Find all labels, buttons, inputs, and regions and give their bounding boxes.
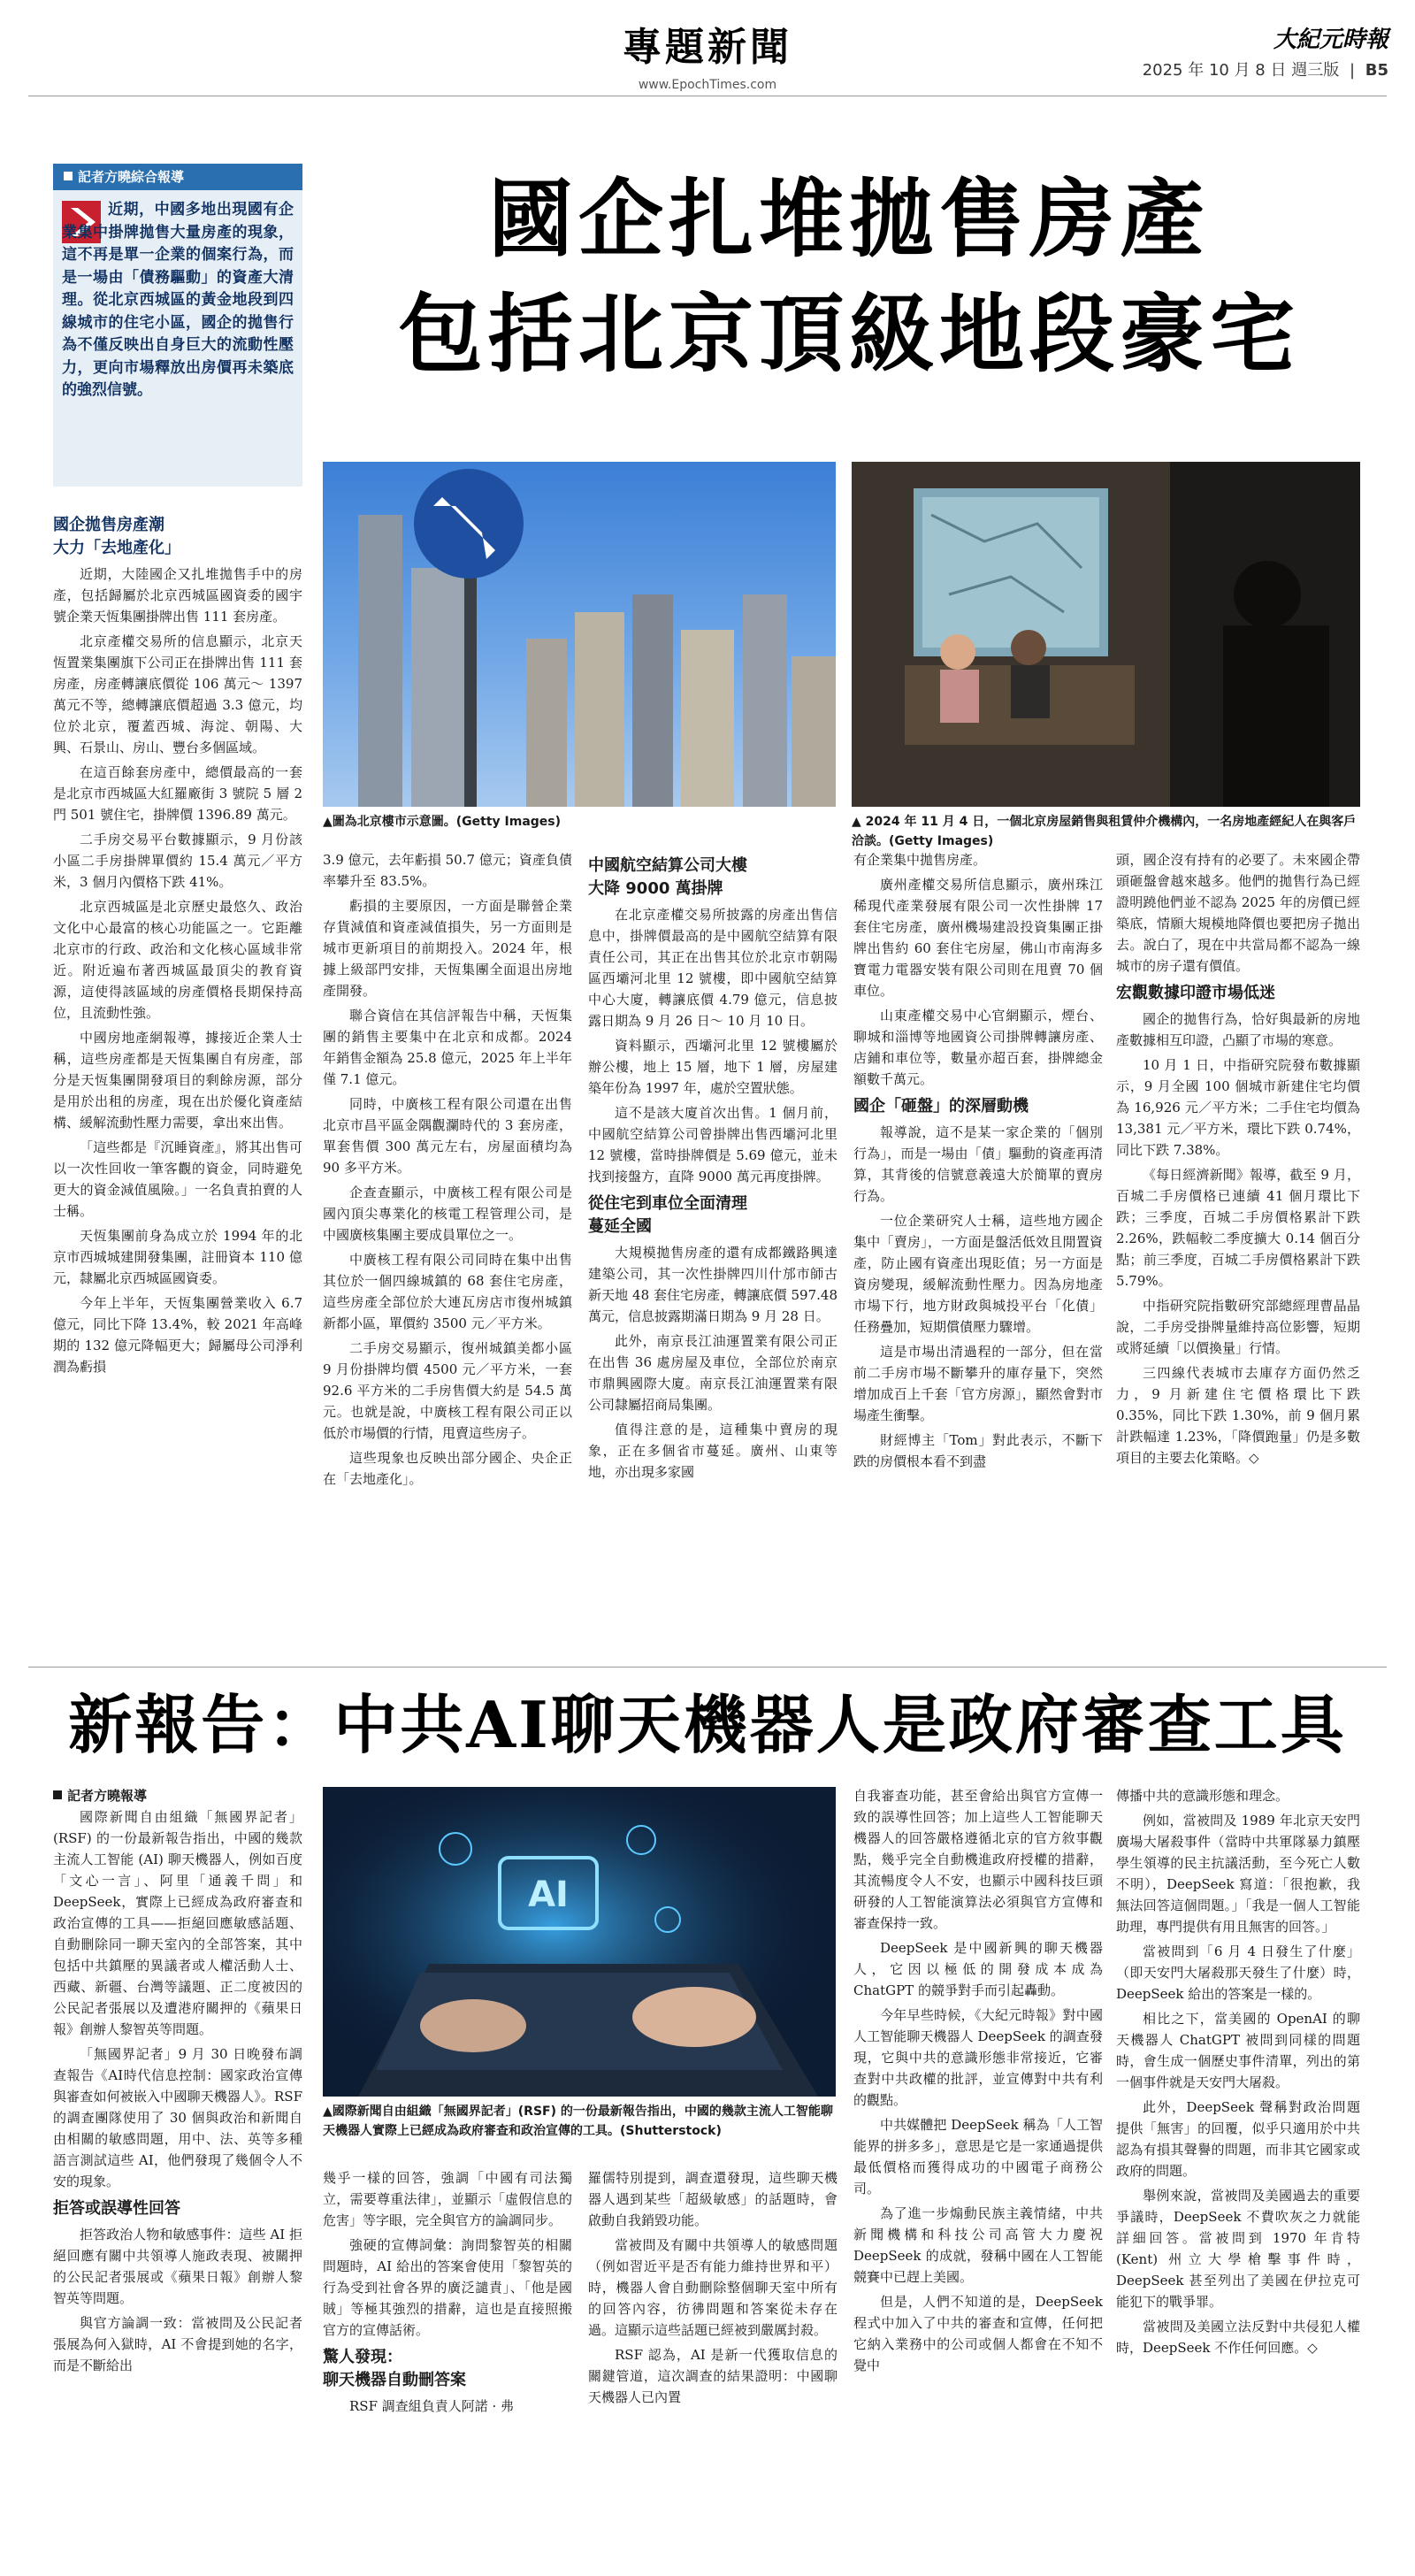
date-text: 2025 年 10 月 8 日 週三版	[1142, 61, 1340, 80]
paragraph: 「這些都是『沉睡資產』，將其出售可以一次性回收一筆客觀的資金，同時避免更大的資金減值風險。」一名負責拍賣的人士稱。	[53, 1139, 302, 1219]
paragraph: 大規模拋售房產的還有成都鐵路興達建築公司，其一次性掛牌四川什邡市師古新天地 48 套住宅房產，轉讓底價 597.48 萬元，信息披露期滿日期為 9 月 28 日。	[588, 1245, 838, 1324]
issue-date	[1008, 60, 1388, 81]
photo-beijing-towers	[323, 462, 836, 807]
square-bullet-icon	[53, 1790, 62, 1799]
paragraph: DeepSeek 是中國新興的聊天機器人，它因以極低的開發成本成為 ChatGPT 的競爭對手而引起轟動。	[853, 1940, 1103, 1998]
photo-ai-laptop	[323, 1787, 836, 2097]
paragraph: 虧損的主要原因，一方面是聯營企業存貨減值和資產減值損失，另一方面則是城市更新項目的前期投入。2024 年，根據上級部門安排，天恆集團全面退出房地產開發。	[323, 898, 572, 999]
paragraph: 例如，當被問及 1989 年北京天安門廣場大屠殺事件（當時中共軍隊暴力鎮壓學生領導的民主抗議活動，至今死亡人數不明），DeepSeek 寫道：「很抱歉，我無法回答這個問題。」「我是一個人工智能助理，專門提供有用且無害的回答。」	[1116, 1813, 1360, 1935]
story1-headline-line2: 包括北京頂級地段豪宅	[398, 284, 1300, 384]
story1-column-1	[53, 509, 302, 1650]
paragraph: 聯合資信在其信評報告中稱，天恆集團的銷售主要集中在北京和成都。2024 年銷售金額為 25.8 億元，2025 年上半年僅 7.1 億元。	[323, 1008, 572, 1087]
paragraph: 當被問及有關中共領導人的敏感問題（例如習近平是否有能力維持世界和平）時，機器人會自動刪除整個聊天室中所有的回答內容，彷彿問題和答案從未存在過。這顯示這些話題已經被到嚴厲封殺。	[588, 2237, 838, 2338]
paragraph: 《每日經濟新聞》報導，截至 9 月，百城二手房價格已連續 41 個月環比下跌；三季度，百城二手房價格累計下跌 2.26%，跌幅較二季度擴大 0.14 個百分點；前三季度，百城二手房價格累計下跌 5.79%。	[1116, 1167, 1360, 1289]
paragraph: 中廣核工程有限公司同時在集中出售其位於一個四線城鎮的 68 套住宅房產，這些房產全部位於大連瓦房店市復州城鎮新都小區，單價約 3500 元／平方米。	[323, 1252, 572, 1331]
paragraph: 為了進一步煽動民族主義情緒，中共新聞機構和科技公司高管大力慶祝 DeepSeek 的成就，發稱中國在人工智能競賽中已趕上美國。	[853, 2205, 1103, 2285]
paragraph: 這是市場出清過程的一部分，但在當前二手房市場不斷攀升的庫存量下，突然增加成百上千套「官方房源」，顯然會對市場產生衝擊。	[853, 1344, 1103, 1423]
paragraph: 國際新聞自由組織「無國界記者」(RSF) 的一份最新報告指出，中國的幾款主流人工智能 (AI) 聊天機器人，例如百度「文心一言」、阿里「通義千問」和 DeepSeek，實際上已經成為政府審查和政治宣傳的工具——拒絕回應敏感話題、自動刪除同一聊天室內的全部答案，其中包括中共鎮壓的異議者或人權活動人士、西藏、新疆、台灣等議題、正二度被因的公民記者張展以及遭港府關押的《蘋果日報》創辦人黎智英等問題。	[53, 1809, 302, 2037]
paragraph: 相比之下，當美國的 OpenAI 的聊天機器人 ChatGPT 被問到同樣的問題時，會生成一個歷史事件清單，列出的第一個事件就是天安門大屠殺。	[1116, 2011, 1360, 2090]
paragraph: 中指研究院指數研究部總經理曹晶晶說，二手房受掛牌量維持高位影響，短期或將延續「以價換量」行情。	[1116, 1298, 1360, 1356]
paragraph: 這些現象也反映出部分國企、央企正在「去地產化」。	[323, 1450, 572, 1487]
lead-paragraph: 近期，中國多地出現國有企業集中掛牌拋售大量房產的現象，這不再是單一企業的個案行為，而是一場由「債務驅動」的資產大清理。從北京西城區的黃金地段到四線城市的住宅小區，國企的拋售行為不僅反映出自身巨大的流動性壓力，更向市場釋放出房價再未築底的強烈信號。	[62, 201, 294, 399]
byline-text: 記者方曉綜合報導	[78, 169, 185, 185]
ai-laptop-illustration	[323, 1787, 836, 2097]
paragraph: 資料顯示，西壩河北里 12 號樓屬於辦公樓，地上 15 層，地下 1 層，房屋建築年份為 1997 年，處於空置狀態。	[588, 1038, 838, 1096]
paragraph: 在這百餘套房產中，總價最高的一套是北京市西城區大紅羅廠街 3 號院 5 層 2 門 501 號住宅，掛牌價 1396.89 萬元。	[53, 764, 302, 823]
paragraph: 有企業集中拋售房產。	[853, 852, 987, 868]
subhead-auto-delete: 驚人發現： 聊天機器自動刪答案	[323, 2348, 466, 2389]
paragraph: 「無國界記者」9 月 30 日晚發布調查報告《AI時代信息控制：國家政治宣傳與審查如何被嵌入中國聊天機器人》。RSF 的調查團隊使用了 30 個與政治和新聞自由相關的敏感問題，用中、法、英等多種語言測試這些 AI，他們發現了幾個令人不安的現象。	[53, 2046, 302, 2189]
paper-logo: 大紀元時報	[1273, 27, 1388, 53]
paragraph: 廣州產權交易所信息顯示，廣州珠江稀現代產業發展有限公司一次性掛牌 17 套住宅房產，廣州機場建設投資集團正掛牌出售約 60 套住宅房屋，佛山市南海多寶電力電器安裝有限公司則在甩賣 70 個車位。	[853, 877, 1103, 999]
story1-column-2	[323, 849, 572, 1650]
paragraph: 10 月 1 日，中指研究院發布數據顯示，9 月全國 100 個城市新建住宅均價為 16,926 元／平方米；二手住宅均價為 13,381 元／平方米，環比下跌 0.74%，同比下跌 7.38%。	[1116, 1057, 1360, 1158]
story2-column-5	[1116, 1785, 1360, 2564]
story2-photo-caption: ▲國際新聞自由組織「無國界記者」(RSF) 的一份最新報告指出，中國的幾款主流人工智能聊天機器人實際上已經成為政府審查和政治宣傳的工具。(Shutterstock)	[323, 2104, 833, 2138]
paragraph: 近期，大陸國企又扎堆拋售手中的房產，包括歸屬於北京西城區國資委的國宇號企業天恆集團掛牌出售 111 套房產。	[53, 566, 302, 625]
paragraph: 國企的拋售行為，恰好與最新的房地產數據相互印證，凸顯了市場的寒意。	[1116, 1011, 1360, 1048]
byline-text: 記者方曉報導	[67, 1788, 148, 1804]
subhead-state-sell-off: 國企拋售房產潮 大力「去地產化」	[53, 516, 180, 557]
story1-column-4	[853, 849, 1103, 1650]
paragraph: 強硬的宣傳詞彙：詢問黎智英的相關問題時，AI 給出的答案會使用「黎智英的行為受到社會各界的廣泛譴責」、「他是國賊」等極其強烈的措辭，這也是直接照搬官方的宣傳話術。	[323, 2237, 572, 2338]
square-bullet-icon	[64, 172, 73, 180]
subhead-macro-data: 宏觀數據印證市場低迷	[1116, 984, 1275, 1002]
page-number: B5	[1365, 61, 1388, 80]
paragraph: 北京西城區是北京歷史最悠久、政治文化中心最富的核心功能區之一。它距離北京市的行政、政治和文化核心區域非常近。附近遍布著西城區最頂尖的教育資源，這使得該區域的房產價格長期保持高位，且流動性強。	[53, 899, 302, 1021]
story2-column-3	[588, 2167, 838, 2564]
story2-headline: 新報告：中共AI聊天機器人是政府審查工具	[68, 1687, 1347, 1762]
separator-bar: |	[1349, 61, 1356, 80]
photo-real-estate-agency	[852, 462, 1360, 807]
subhead-aviation-building: 中國航空結算公司大樓 大降 9000 萬掛牌	[588, 856, 747, 898]
photo1-caption: ▲圖為北京樓市示意圖。(Getty Images)	[323, 815, 562, 829]
paragraph: 此外，DeepSeek 聲稱對政治問題提供「無害」的回覆，似乎只適用於中共認為有損其聲譽的問題，而非其它國家或政府的問題。	[1116, 2099, 1360, 2179]
photo2-caption: ▲ 2024 年 11 月 4 日，一個北京房屋銷售與租賃仲介機構內，一名房地產經紀人在與客戶洽談。(Getty Images)	[852, 815, 1357, 848]
masthead-url[interactable]: www.EpochTimes.com	[638, 78, 777, 92]
paragraph: RSF 認為，AI 是新一代獲取信息的關鍵管道，這次調查的結果證明：中國聊天機器人已內置	[588, 2347, 838, 2405]
paragraph: RSF 調查組負責人阿諾 · 弗	[349, 2398, 515, 2414]
paragraph: 這不是該大廈首次出售。1 個月前，中國航空結算公司曾掛牌出售西壩河北里 12 號樓，當時掛牌價是 5.69 億元，並未找到接盤方，直降 9000 萬元再度掛牌。	[588, 1105, 838, 1184]
paragraph: 今年早些時候，《大紀元時報》對中國人工智能聊天機器人 DeepSeek 的調查發現，它與中共的意識形態非常接近，它審查對中共政權的批評，並宣傳對中共有利的觀點。	[853, 2007, 1103, 2108]
byline-bar	[53, 164, 302, 190]
paragraph: 頭，國企沒有持有的必要了。未來國企帶頭砸盤會越來越多。他們的拋售行為已經證明蹺他們並不認為 2025 年的房價已經築底，情願大規模地降價也要把房子拋出去。說白了，現在中共當局都不認為一線城市的房子還有價值。	[1116, 852, 1360, 974]
story2-column-2	[323, 2167, 572, 2564]
svg-text:AI: AI	[528, 1874, 569, 1915]
paragraph: 但是，人們不知道的是，DeepSeek 程式中加入了中共的審查和宣傳，任何把它納入業務中的公司或個人都會在不知不覺中	[853, 2294, 1103, 2373]
paragraph: 山東產權交易中心官網顯示，煙台、聊城和淄博等地國資公司掛牌轉讓房產、店鋪和車位等，數量亦超百套，掛牌總金額數千萬元。	[853, 1008, 1103, 1087]
paragraph: 二手房交易平台數據顯示，9 月份該小區二手房掛牌單價約 15.4 萬元／平方米，3 個月內價格下跌 41%。	[53, 832, 302, 890]
paragraph: 此外，南京長江油運置業有限公司正在出售 36 處房屋及車位，全部位於南京市鼎興國際大廈。南京長江油運置業有限公司隸屬招商局集團。	[588, 1333, 838, 1413]
story1-column-3	[588, 849, 838, 1650]
story1-headline-line1: 國企扎堆拋售房產	[488, 169, 1210, 269]
paragraph: 自我審查功能，甚至會給出與官方宣傳一致的誤導性回答；加上這些人工智能聊天機器人的回答嚴格遵循北京的官方敘事觀點，幾乎完全自動機進政府授權的措辭，其流暢度令人不安，也顯示中國科技巨頭研發的人工智能演算法必須與官方宣傳和審查保持一致。	[853, 1788, 1103, 1931]
paragraph: 3.9 億元，去年虧損 50.7 億元；資產負債率攀升至 83.5%。	[323, 852, 572, 889]
paragraph: 天恆集團前身為成立於 1994 年的北京市西城城建開發集團，註冊資本 110 億元，隸屬北京西城區國資委。	[53, 1228, 302, 1286]
masthead	[0, 0, 1415, 159]
paragraph: 企查查顯示，中廣核工程有限公司是國內頂尖專業化的核電工程管理公司，是中國廣核集團主要成員單位之一。	[323, 1184, 572, 1243]
paragraph: 傳播中共的意識形態和理念。	[1116, 1788, 1289, 1804]
paragraph: 北京產權交易所的信息顯示，北京天恆置業集團旗下公司正在掛牌出售 111 套房產，房產轉讓底價從 106 萬元～ 1397 萬元不等，總轉讓底價超過 3.3 億元，均位於北京，覆蓋西城、海淀、朝陽、大興、石景山、房山、豐台多個區域。	[53, 633, 302, 755]
paragraph: 幾乎一樣的回答，強調「中國有司法獨立，需要尊重法律」，並顯示「虛假信息的危害」等字眼，完全與官方的論調同步。	[323, 2170, 572, 2228]
paragraph: 同時，中廣核工程有限公司還在出售北京市昌平區金隅觀瀾時代的 3 套房產，單套售價 300 萬元左右，房屋面積均為 90 多平方米。	[323, 1096, 572, 1176]
subhead-refusal: 拒答或誤導性回答	[53, 2199, 180, 2218]
lead-box	[53, 164, 302, 487]
subhead-nationwide-cleanup: 從住宅到車位全面清理 蔓延全國	[588, 1194, 747, 1236]
paragraph: 三四線代表城市去庫存方面仍然乏力，9 月新建住宅價格環比下跌 0.35%，同比下跌 1.30%，前 9 個月累計跌幅達 1.23%，「降價跑量」仍是多數項目的主要去化策略。◇	[1116, 1365, 1360, 1466]
paragraph: 二手房交易顯示，復州城鎮美都小區 9 月份掛牌均價 4500 元／平方米，一套 92.6 平方米的二手房售價大約是 54.5 萬元。也就是說，中廣核工程有限公司正以低於市場價的行情，甩賣這些房子。	[323, 1340, 572, 1441]
paragraph: 羅儒特別提到，調查還發現，這些聊天機器人遇到某些「超級敏感」的話題時，會啟動自我銷毀功能。	[588, 2170, 838, 2228]
paragraph: 今年上半年，天恆集團營業收入 6.7 億元，同比下降 13.4%，較 2021 年高峰期的 132 億元降幅更大；歸屬母公司淨利潤為虧損	[53, 1295, 302, 1375]
story1-column-5	[1116, 849, 1360, 1650]
story2-column-1	[53, 1785, 302, 2564]
paragraph: 舉例來說，當被問及美國過去的重要爭議時，DeepSeek 不費吹灰之力就能詳細回答。當被問到 1970 年肯特 (Kent) 州立大學槍擊事件時，DeepSeek 甚至列出了美國在伊拉克可能犯下的戰爭罪。	[1116, 2188, 1360, 2310]
beijing-skyline-illustration	[323, 462, 836, 807]
paragraph: 與官方論調一致：當被問及公民記者張展為何入獄時，AI 不會提到她的名字，而是不斷給出	[53, 2315, 302, 2373]
paragraph: 報導說，這不是某一家企業的「個別行為」，而是一場由「債」驅動的資產再清算，其背後的信號意義遠大於簡單的賣房行為。	[853, 1124, 1103, 1204]
paragraph: 值得注意的是，這種集中賣房的現象，正在多個省市蔓延。廣州、山東等地，亦出現多家國	[588, 1422, 838, 1480]
paragraph: 當被問及美國立法反對中共侵犯人權時，DeepSeek 不作任何回應。◇	[1116, 2319, 1360, 2356]
paragraph: 中共媒體把 DeepSeek 稱為「人工智能界的拼多多」，意思是它是一家通過提供最低價格而獲得成功的中國電子商務公司。	[853, 2117, 1103, 2196]
paragraph: 財經博主「Tom」對此表示，不斷下跌的房價根本看不到盡	[853, 1432, 1103, 1469]
story-divider	[28, 1667, 1387, 1668]
paragraph: 當被問到「6 月 4 日發生了什麼」（即天安門大屠殺那天發生了什麼）時，DeepSeek 給出的答案是一樣的。	[1116, 1944, 1360, 2002]
paragraph: 拒答政治人物和敏感事件：這些 AI 拒絕回應有關中共領導人施政表現、被關押的公民記者張展或《蘋果日報》創辦人黎智英等問題。	[53, 2227, 302, 2306]
agency-office-illustration	[852, 462, 1360, 807]
paragraph: 在北京產權交易所披露的房產出售信息中，掛牌價最高的是中國航空結算有限責任公司，其正在出售其位於北京市朝陽區西壩河北里 12 號樓，即中國航空結算中心大廈，轉讓底價 4.79 億元，信息披露日期為 9 月 26 日～ 10 月 10 日。	[588, 907, 838, 1029]
subhead-deep-motives: 國企「砸盤」的深層動機	[853, 1097, 1029, 1116]
story2-byline	[53, 1785, 302, 1806]
paragraph: 中國房地產網報導，據接近企業人士稱，這些房產都是天恆集團自有房產，部分是天恆集團開發項目的剩餘房源，部分是用於出租的房產，現在出於優化資產結構、緩解流動性壓力需要，拿出來出售。	[53, 1030, 302, 1131]
paragraph: 一位企業研究人士稱，這些地方國企集中「賣房」，一方面是盤活低效且閒置資產，防止國有資產出現貶值；另一方面是資房變現，緩解流動性壓力。因為房地產市場下行，地方財政與城投平台「化債」任務疊加，短期償債壓力驟增。	[853, 1213, 1103, 1335]
story2-column-4	[853, 1785, 1103, 2564]
section-title: 專題新聞	[623, 25, 792, 70]
